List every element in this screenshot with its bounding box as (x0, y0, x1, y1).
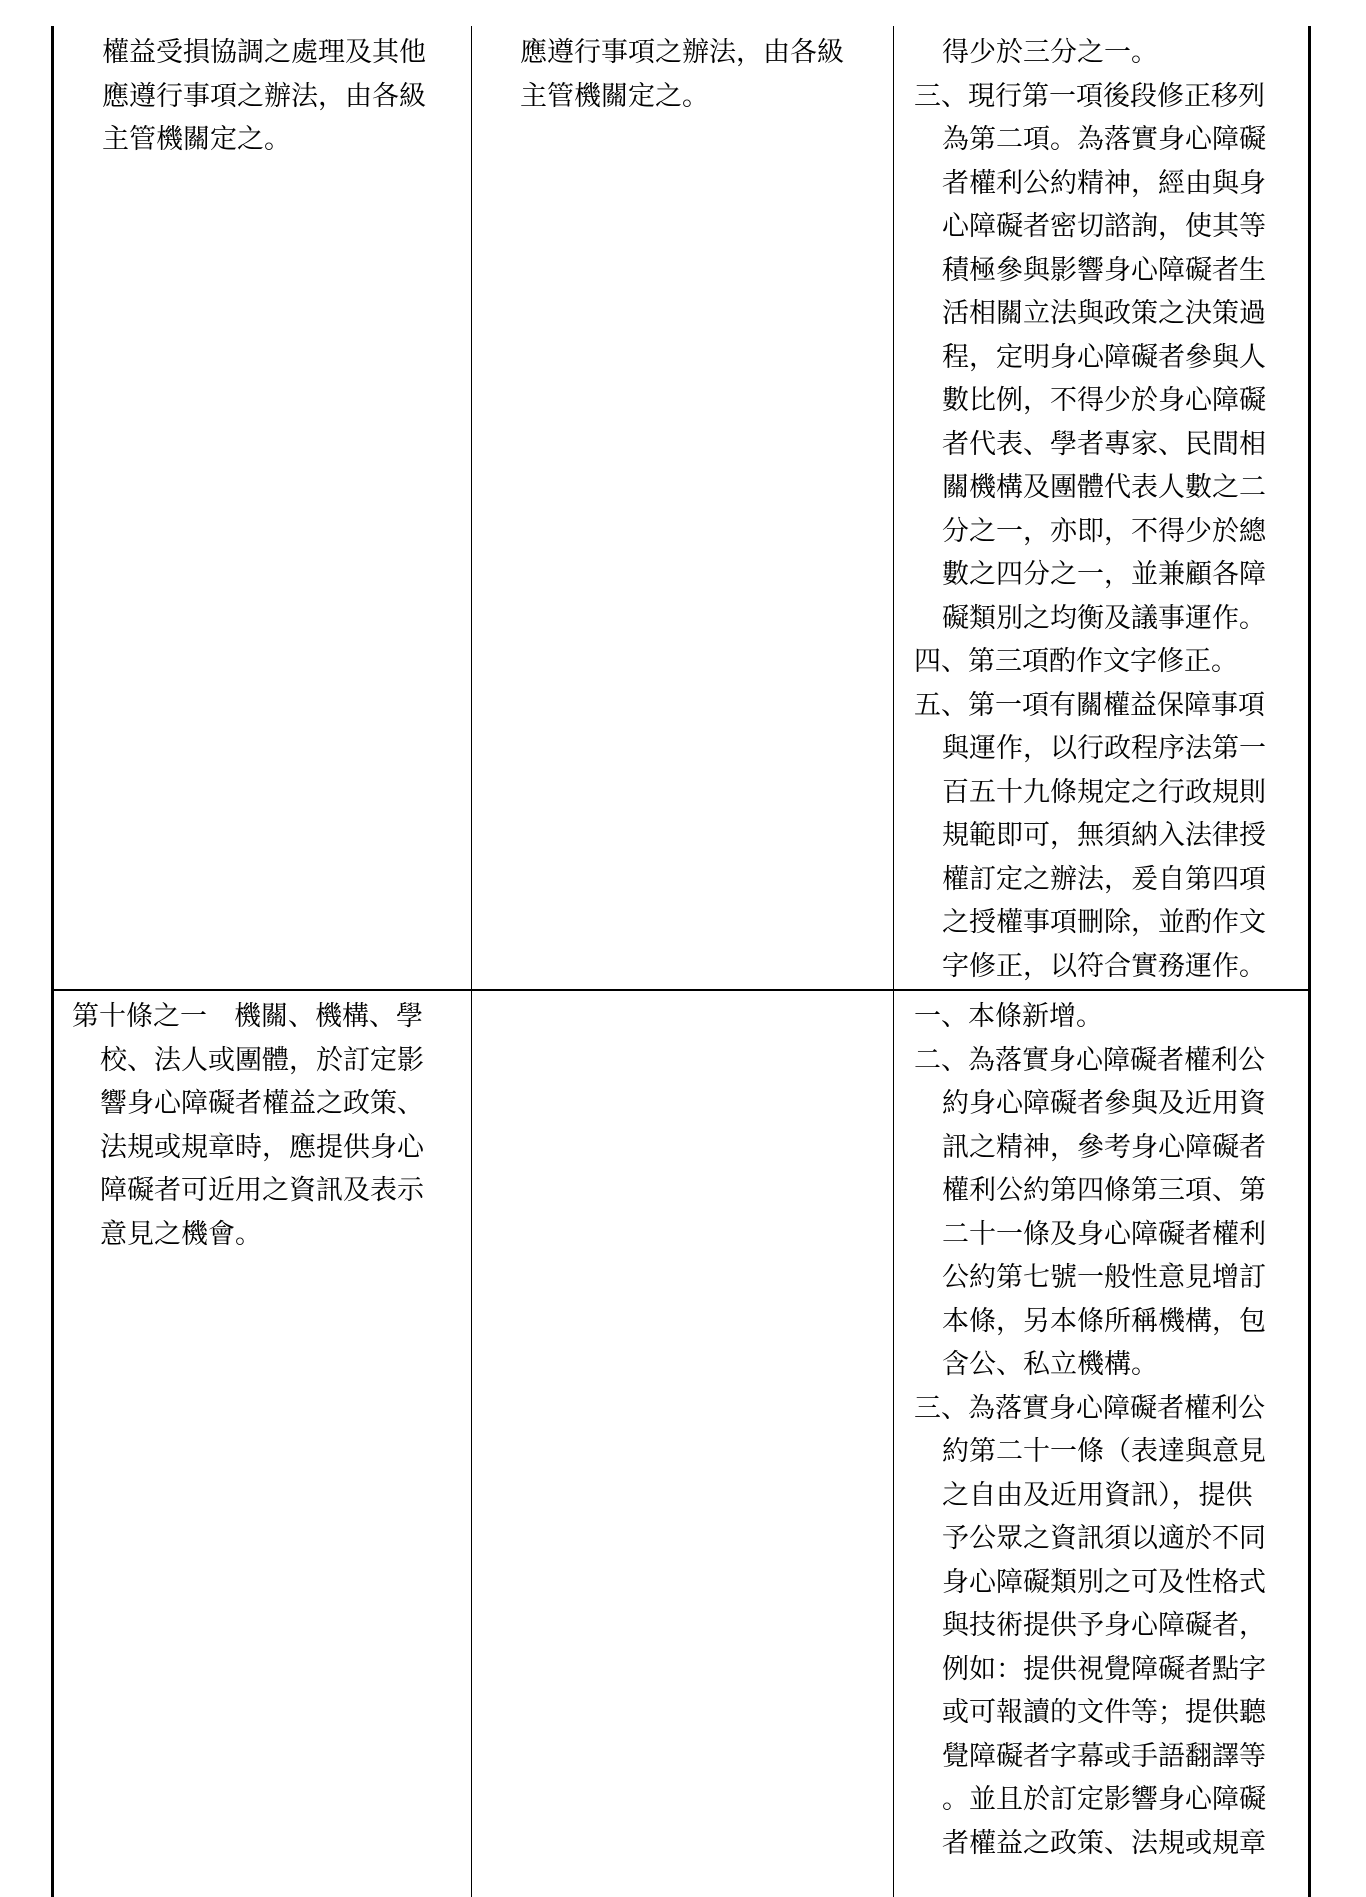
text-line: 三、現行第一項後段修正移列 (914, 80, 1265, 112)
column-divider-2 (893, 26, 894, 1897)
text-line: 四、第三項酌作文字修正。 (914, 646, 1238, 677)
text-line: 或可報讀的文件等；提供聽 (942, 1697, 1266, 1728)
column-divider-1 (471, 26, 472, 1897)
text-line: 權利公約第四條第三項、第 (942, 1175, 1266, 1206)
text-line: 含公、私立機構。 (942, 1349, 1158, 1380)
text-line: 一、本條新增。 (914, 1001, 1103, 1032)
text-line: 者代表、學者專家、民間相 (942, 428, 1266, 460)
text-line: 三、為落實身心障礙者權利公 (914, 1392, 1265, 1424)
text-line: 得少於三分之一。 (942, 37, 1158, 68)
text-line: 與運作，以行政程序法第一 (942, 733, 1266, 764)
text-line: 之授權事項刪除，並酌作文 (942, 907, 1266, 938)
text-line: 礙類別之均衡及議事運作。 (942, 602, 1266, 634)
text-line: 應遵行事項之辦法，由各級 (520, 37, 844, 68)
text-line: 二、為落實身心障礙者權利公 (914, 1044, 1265, 1076)
text-line: 身心障礙類別之可及性格式 (942, 1566, 1266, 1598)
text-line: 之自由及近用資訊），提供 (942, 1479, 1253, 1511)
text-line: 。並且於訂定影響身心障礙 (942, 1784, 1266, 1815)
text-line: 主管機關定之。 (520, 80, 709, 112)
text-line: 校、法人或團體，於訂定影 (100, 1044, 424, 1076)
text-line: 應遵行事項之辦法，由各級 (102, 80, 426, 112)
text-line: 五、第一項有關權益保障事項 (914, 689, 1265, 721)
text-line: 分之一，亦即，不得少於總 (942, 515, 1266, 547)
text-line: 例如：提供視覺障礙者點字 (942, 1653, 1266, 1685)
row-divider (51, 989, 1311, 991)
text-line: 第十條之一 機關、機構、學 (72, 1001, 423, 1032)
text-line: 約第二十一條（表達與意見 (942, 1436, 1266, 1467)
text-line: 心障礙者密切諮詢，使其等 (942, 211, 1266, 242)
text-line: 予公眾之資訊須以適於不同 (942, 1523, 1266, 1554)
row1-current-text-cell (520, 31, 844, 118)
text-line: 響身心障礙者權益之政策、 (100, 1088, 424, 1119)
text-line: 權訂定之辦法，爰自第四項 (942, 863, 1266, 895)
text-line: 數比例，不得少於身心障礙 (942, 385, 1266, 416)
text-line: 積極參與影響身心障礙者生 (942, 254, 1266, 286)
text-line: 覺障礙者字幕或手語翻譯等 (942, 1740, 1266, 1772)
text-line: 法規或規章時，應提供身心 (100, 1131, 424, 1163)
text-line: 程，定明身心障礙者參與人 (942, 341, 1266, 373)
text-line: 為第二項。為落實身心障礙 (942, 124, 1266, 155)
text-line: 公約第七號一般性意見增訂 (942, 1262, 1266, 1293)
text-line: 者權益之政策、法規或規章 (942, 1827, 1266, 1859)
text-line: 與技術提供予身心障礙者， (942, 1610, 1266, 1641)
text-line: 障礙者可近用之資訊及表示 (100, 1175, 424, 1206)
row1-explanation-cell (914, 31, 1266, 988)
text-line: 主管機關定之。 (102, 124, 291, 155)
text-line: 約身心障礙者參與及近用資 (942, 1088, 1266, 1119)
text-line: 二十一條及身心障礙者權利 (942, 1218, 1266, 1250)
table-border-right (1308, 26, 1311, 1897)
text-line: 規範即可，無須納入法律授 (942, 820, 1266, 851)
text-line: 者權利公約精神，經由與身 (942, 167, 1266, 199)
text-line: 本條，另本條所稱機構，包 (942, 1305, 1266, 1337)
text-line: 活相關立法與政策之決策過 (942, 298, 1266, 329)
text-line: 意見之機會。 (100, 1218, 262, 1250)
text-line: 關機構及團體代表人數之二 (942, 472, 1266, 503)
table-border-left (51, 26, 54, 1897)
text-line: 字修正，以符合實務運作。 (942, 950, 1266, 982)
row1-amended-text-cell (102, 31, 426, 162)
row2-explanation-cell (914, 995, 1266, 1865)
row2-amended-text-cell (72, 995, 424, 1256)
text-line: 數之四分之一，並兼顧各障 (942, 559, 1266, 590)
text-line: 百五十九條規定之行政規則 (942, 776, 1266, 808)
text-line: 權益受損協調之處理及其他 (102, 37, 426, 68)
text-line: 訊之精神，參考身心障礙者 (942, 1131, 1266, 1163)
